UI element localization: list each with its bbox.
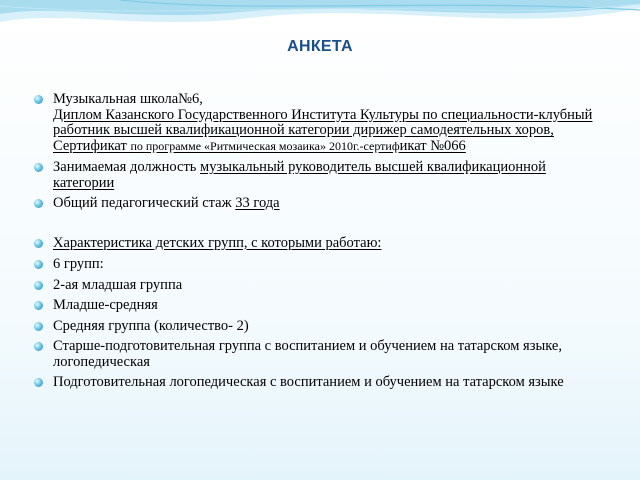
bullet-icon	[34, 260, 43, 269]
group-name: Средняя группа (количество- 2)	[53, 317, 249, 334]
group-name: Старше-подготовительная группа с воспитанием и обучением на татарском языке, логопедическая	[53, 338, 562, 370]
bullet-icon	[34, 378, 43, 387]
experience-value: 33 года	[235, 195, 280, 211]
bullet-icon	[34, 342, 43, 351]
school-line: Музыкальная школа№6,	[53, 91, 203, 107]
certificate-program: по программе «Ритмическая мозаика» 2010г.-сертиф	[130, 138, 400, 153]
group-name: 2-ая младшая группа	[53, 276, 183, 293]
bullet-icon	[34, 239, 43, 248]
list-item	[34, 375, 596, 391]
list-item-education	[34, 92, 596, 154]
list-item	[34, 278, 596, 294]
list-item-experience	[34, 196, 596, 212]
bullet-icon	[34, 95, 43, 104]
bullet-icon	[34, 281, 43, 290]
certificate-number: икат №066	[399, 137, 466, 154]
questionnaire-list	[34, 92, 596, 396]
bullet-icon	[34, 301, 43, 310]
position-label: Занимаемая должность	[53, 159, 201, 175]
list-item-position	[34, 160, 596, 191]
list-item	[34, 319, 596, 335]
certificate-text	[53, 138, 466, 154]
list-item	[34, 298, 596, 314]
list-item-groups-heading	[34, 236, 596, 252]
bullet-icon	[34, 322, 43, 331]
group-count: 6 групп:	[53, 256, 104, 272]
bullet-icon	[34, 199, 43, 208]
group-name: Подготовительная логопедическая с воспитанием и обучением на татарском языке	[53, 374, 564, 390]
page-title: АНКЕТА	[287, 38, 353, 55]
bullet-icon	[34, 163, 43, 172]
diploma-text: Диплом Казанского Государственного Института Культуры по специальности-клубный работник высшей квалификационной категории дирижер самодеятельных хоров,	[53, 106, 593, 138]
groups-heading: Характеристика детских групп, с которыми работаю:	[53, 234, 382, 251]
list-item	[34, 339, 596, 370]
list-item	[34, 257, 596, 273]
position-value: музыкальный руководитель высшей квалификационной категории	[53, 159, 546, 191]
experience-label: Общий педагогический стаж	[53, 195, 236, 211]
group-name: Младше-средняя	[53, 297, 158, 313]
certificate-label: Сертификат	[53, 137, 131, 154]
